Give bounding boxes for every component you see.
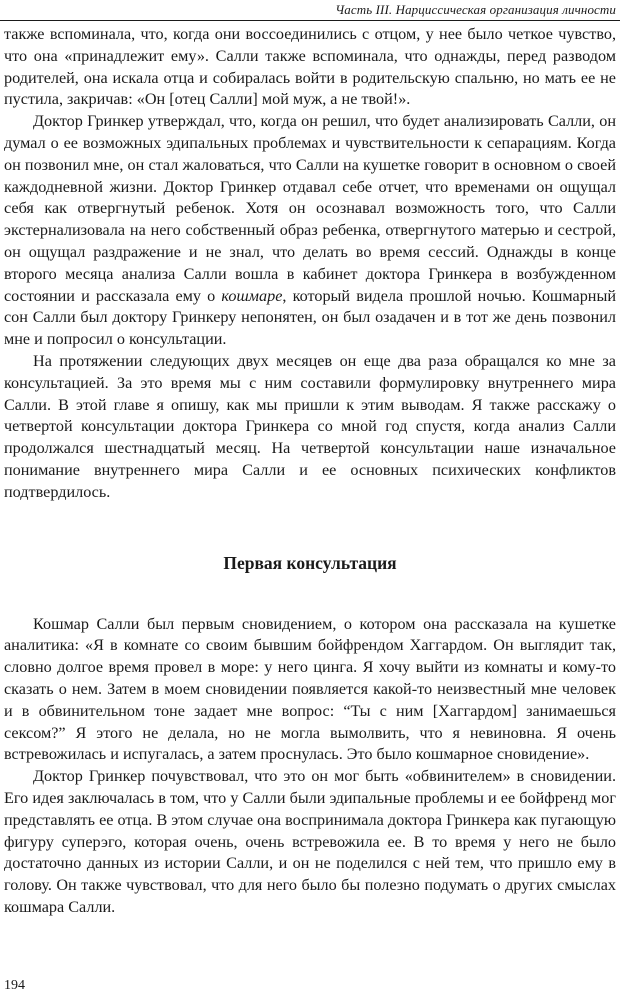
paragraph-2-italic: кошмаре	[221, 286, 283, 305]
paragraph-3: На протяжении следующих двух месяцев он еще два раза обращался ко мне за консультацией. За это время мы с ним составили формулировку внутреннего мира Салли. В этой главе я опишу, как мы пришли к этим выводам. Я также расскажу о четвертой консультации доктора Гринкера со мной год спустя, когда анализ Салли продолжался шестнадцатый месяц. На четвертой консультации наше изначальное понимание внутреннего мира Салли и ее основных психических конфликтов подтвердилось.	[4, 351, 616, 501]
section-paragraph-1: Кошмар Салли был первым сновидением, о котором она рассказала на кушетке аналитика: «Я в комнате со своим бывшим бойфрендом Хаггардом. Он выглядит так, словно долгое время провел в море: у него цинга. Я хочу выйти из комнаты и кому-то сказать о нем. Затем в моем сновидении появляется какой-то неизвестный мне человек и в обвинительном тоне задает мне вопрос: “Ты с ним [Хаггардом] занимаешься сексом?” Я этого не делала, но не могла вымолвить, что я невиновна. Я очень встревожилась и испугалась, а затем проснулась. Это было кошмарное сновидение».	[4, 614, 616, 764]
paragraph-2-start: Доктор Гринкер утверждал, что, когда он решил, что будет анализировать Салли, он думал о ее возможных эдипальных проблемах и чувствительности к сепарациям. Когда он позвонил мне, он стал жаловаться, что Салли на кушетке говорит в основном о своей каждодневной жизни. Доктор Гринкер отдавал себе отчет, что временами он ощущал себя как отвергнутый ребенок. Хотя он осознавал возможность того, что Салли экстернализовала на него собственный образ ребенка, отвергнутого матерью и сестрой, он ощущал раздражение и не знал, что делать во время сессий. Однажды в конце второго месяца анализа Салли вошла в кабинет доктора Гринкера в возбужденном состоянии и рассказала ему о	[4, 112, 616, 305]
running-head: Часть III. Нарциссическая организация личности	[335, 2, 616, 17]
page-number: 194	[4, 978, 25, 993]
page-body	[4, 24, 616, 919]
paragraph-1: также вспоминала, что, когда они воссоединились с отцом, у нее было четкое чувство, что она «принадлежит ему». Салли также вспоминала, что однажды, перед разводом родителей, она искала отца и собиралась войти в родительскую спальню, но мать ее не пустила, закричав: «Он [отец Салли] мой муж, а не твой!».	[4, 25, 616, 109]
paragraph-2-end: , который видела прошлой ночью. Кошмарный сон Салли был доктору Гринкеру непонятен, он был озадачен и в тот же день позвонил мне и попросил о консультации.	[4, 286, 616, 349]
section-heading: Первая консультация	[223, 552, 397, 573]
paragraph-2	[4, 111, 616, 351]
section-paragraph-2: Доктор Гринкер почувствовал, что это он мог быть «обвинителем» в сновидении. Его идея заключалась в том, что у Салли были эдипальные проблемы и ее бойфренд мог представлять ее отца. В этом случае она воспринимала доктора Гринкера как пугающую фигуру суперэго, которая очень, очень встревожила ее. В то время у него не было достаточно данных из истории Салли, и он не поделился с ней тем, что пришло ему в голову. Он также чувствовал, что для него было бы полезно подумать о других смыслах кошмара Салли.	[4, 767, 616, 916]
header-rule	[0, 20, 620, 21]
